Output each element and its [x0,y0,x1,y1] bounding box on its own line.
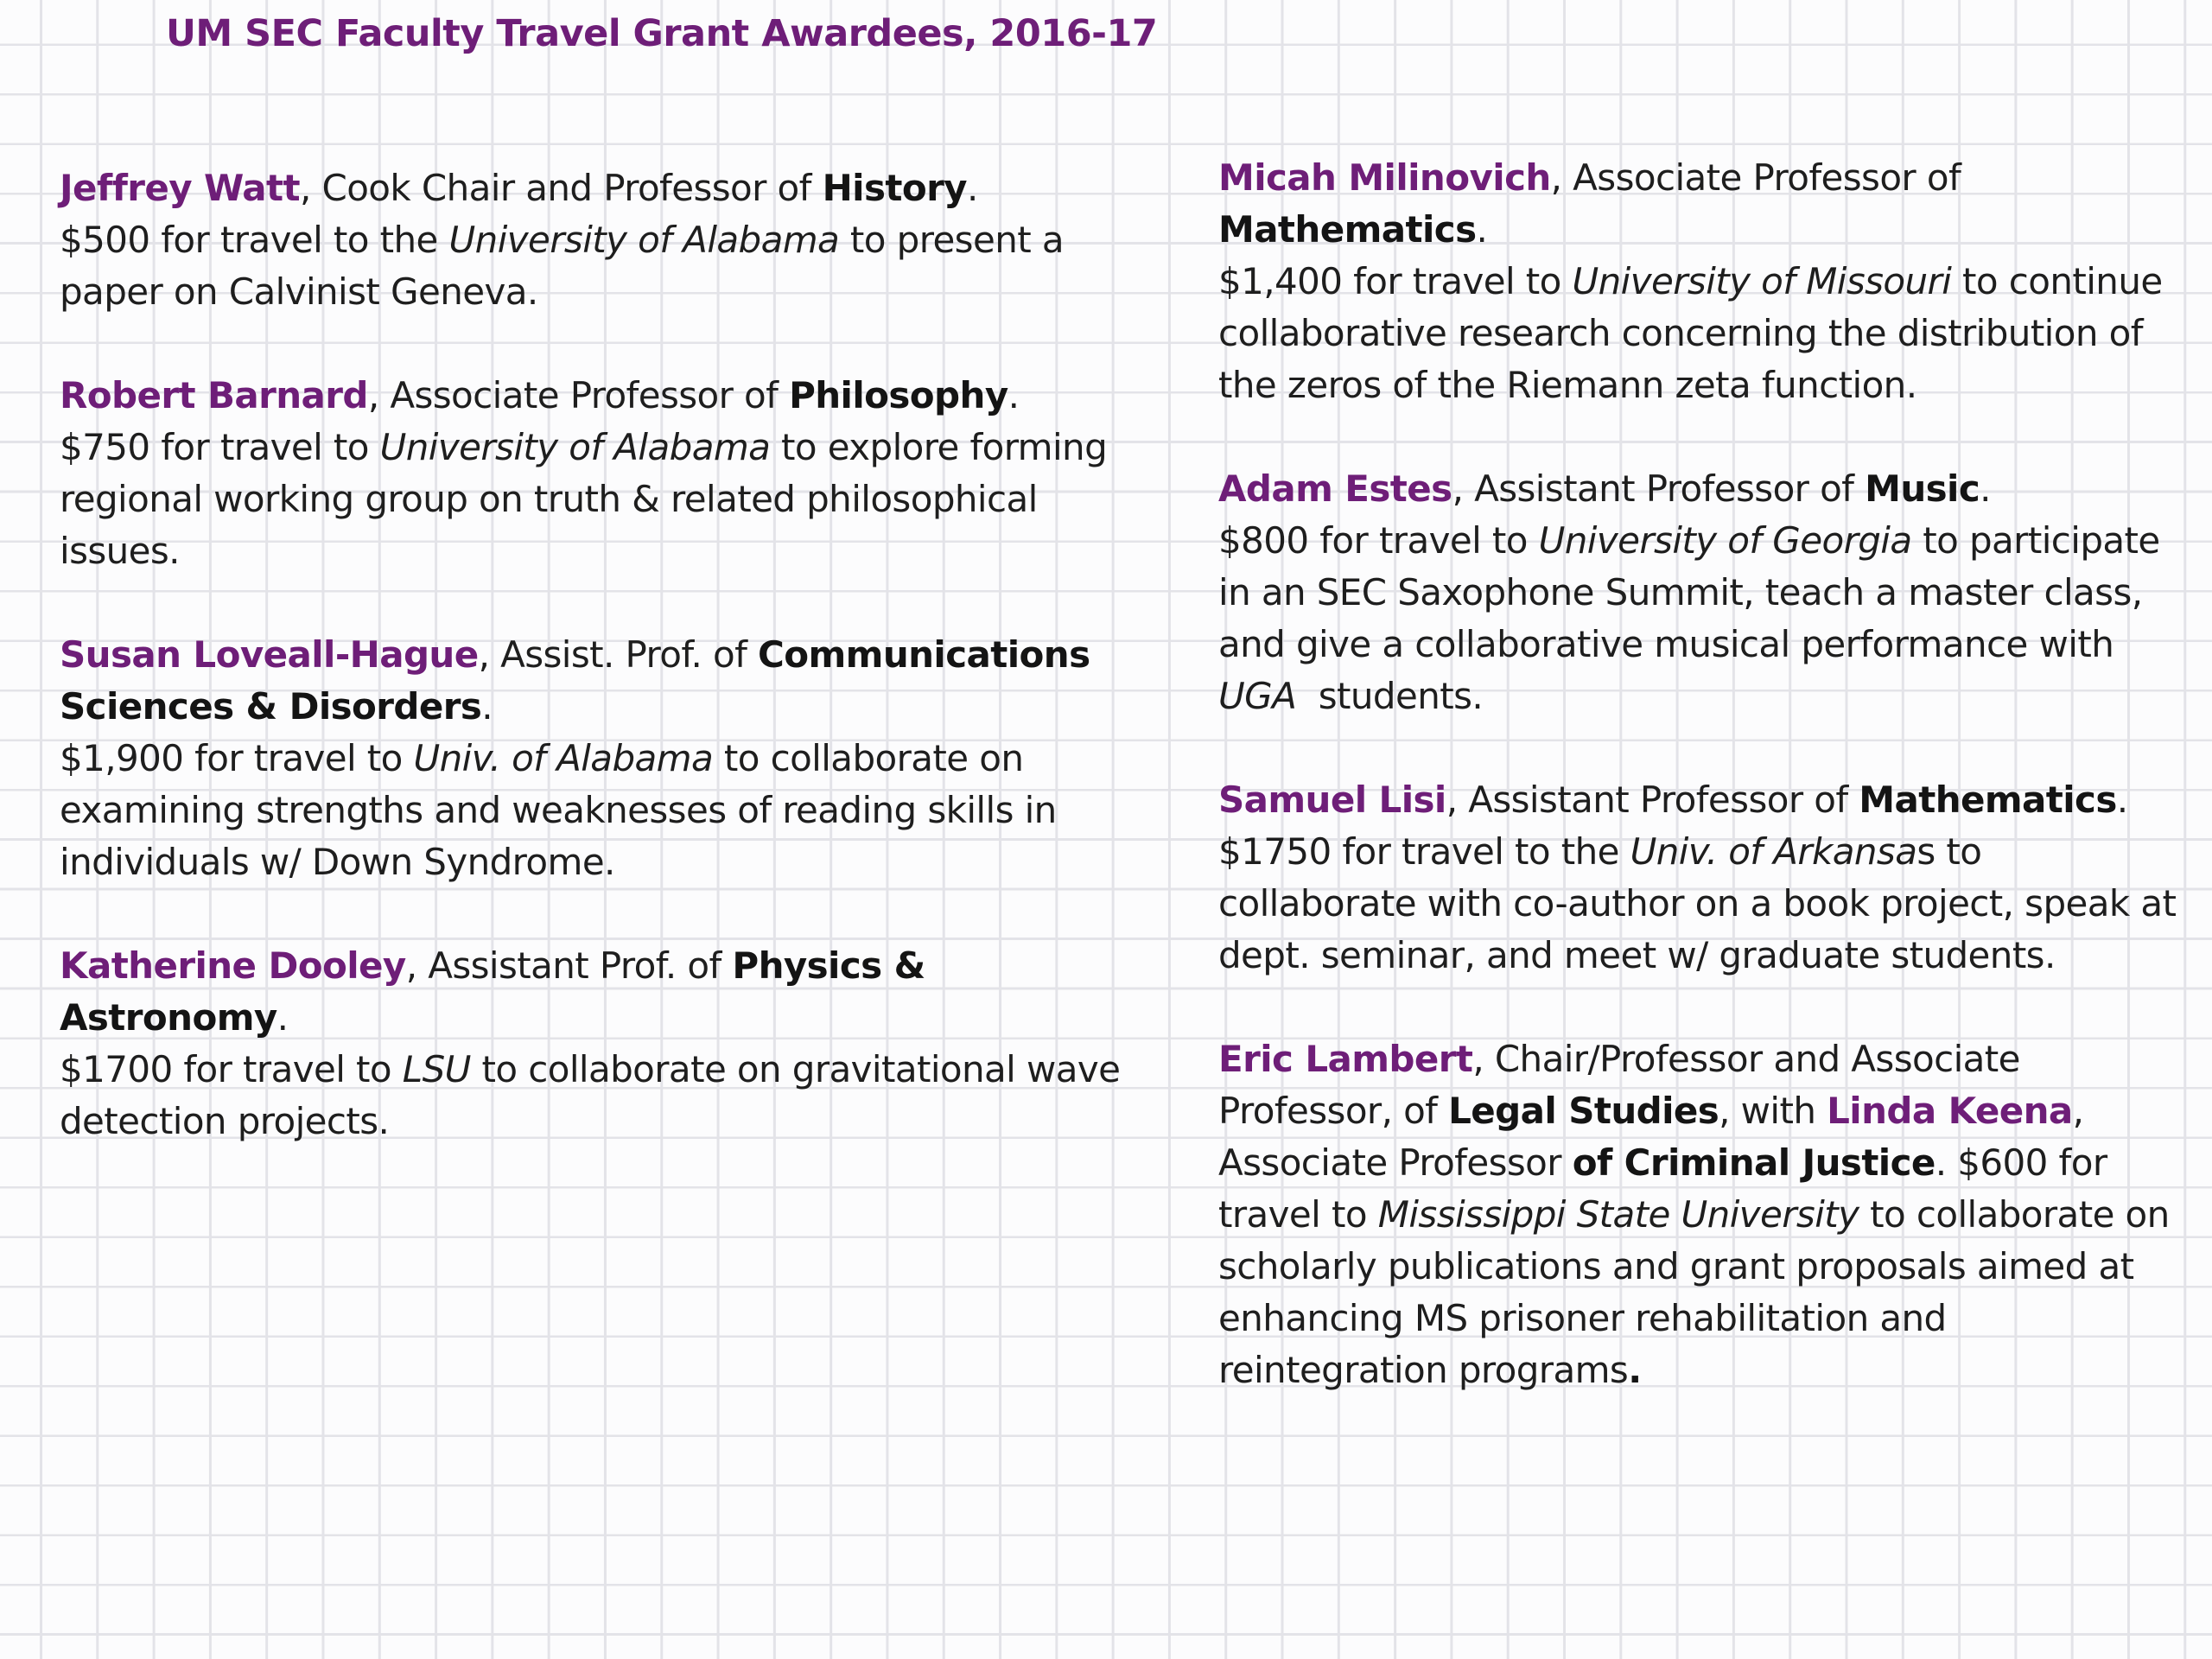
destination-institution: LSU [402,1048,471,1090]
awardee-role: , Associate Professor of [367,374,790,416]
grant-purpose: to participate in an SEC Saxophone Summit, teach a master class, and give a collaborative musical performance with [1218,519,2160,665]
role-end: . [1980,467,1991,510]
awardee-name: Jeffrey Watt [60,167,300,209]
awardee-name: Robert Barnard [60,374,368,416]
destination-institution: University of Missouri [1572,260,1952,302]
awardee-entry [1218,1033,2186,1396]
destination-institution: University of Alabama [448,219,840,261]
grant-purpose-end: students. [1296,675,1484,717]
grant-purpose: to collaborate on examining strengths and weaknesses of reading skills in individuals w/ Down Syndrome. [60,737,1057,883]
grant-amount: $750 for travel to [60,426,380,468]
grant-purpose: to continue collaborative research concerning the distribution of the zeros of the Riemann zeta function. [1218,260,2163,406]
awardee-role: , Assistant Professor of [1452,467,1866,510]
awardee-name: Eric Lambert [1218,1038,1473,1080]
grant-amount: $1750 for travel to the [1218,830,1630,873]
role-end: . [966,167,978,209]
co-awardee-role: , Associate Professor [1218,1090,2084,1184]
grant-amount: $500 for travel to the [60,219,449,261]
grant-amount: $1700 for travel to [60,1048,403,1090]
co-awardee-department: of Criminal Justice [1572,1141,1936,1184]
awardee-role: , Assist. Prof. of [478,633,759,676]
destination-institution-abbrev: UGA [1218,675,1297,717]
awardee-entry [60,370,1131,577]
department: Music [1865,467,1980,510]
destination-institution: University of Alabama [379,426,771,468]
role-connector: , with [1719,1090,1827,1132]
grant-purpose: to present a paper on Calvinist Geneva. [60,219,1064,313]
awardee-role: , Assistant Prof. of [405,944,733,987]
awardee-entry [60,629,1131,888]
awardee-entry [1218,152,2186,411]
left-column [60,162,1131,1199]
grant-purpose: to explore forming regional working group on truth & related philosophical issues. [60,426,1108,572]
awardee-entry [60,940,1131,1147]
role-end: . [1476,208,1488,251]
awardee-name: Susan Loveall-Hague [60,633,479,676]
awardee-name: Micah Milinovich [1218,156,1551,199]
grant-amount: $1,900 for travel to [60,737,414,779]
role-end: . [276,996,289,1039]
destination-institution: Univ. of Arkansa [1630,830,1917,873]
department: Legal Studies [1448,1090,1719,1132]
awardee-role: , Cook Chair and Professor of [299,167,823,209]
grant-amount: $600 for travel to [1218,1141,2107,1236]
awardee-entry [60,162,1131,318]
co-awardee-name: Linda Keena [1827,1090,2073,1132]
department: Physics & Astronomy [60,944,925,1039]
grant-purpose: to collaborate on gravitational wave detection projects. [60,1048,1121,1142]
department: Mathematics [1218,208,1477,251]
department: History [822,167,967,209]
awardee-name: Samuel Lisi [1218,779,1446,821]
grant-amount: $1,400 for travel to [1218,260,1573,302]
awardee-name: Katherine Dooley [60,944,406,987]
page-title: UM SEC Faculty Travel Grant Awardees, 2016-17 [166,12,1158,55]
destination-institution: University of Georgia [1538,519,1912,562]
role-end: . [1007,374,1020,416]
role-end: . [481,685,493,728]
department: Philosophy [789,374,1008,416]
role-end: . [2116,779,2128,821]
role-end: . [1935,1141,1947,1184]
grant-purpose: s to collaborate with co-author on a book project, speak at dept. seminar, and meet w/ graduate students. [1218,830,2177,976]
right-column [1218,152,2186,1448]
awardee-role: , Assistant Professor of [1446,779,1859,821]
destination-institution: Mississippi State University [1377,1193,1859,1236]
department: Mathematics [1859,779,2117,821]
awardee-entry [1218,774,2186,982]
awardee-role: , Associate Professor of [1550,156,1961,199]
department: Communications Sciences & Disorders [60,633,1090,728]
grant-purpose: to collaborate on scholarly publications and grant proposals aimed at enhancing MS prisoner rehabilitation and reintegration programs [1218,1193,2170,1391]
awardee-role: , Chair/Professor and Associate Professor, of [1218,1038,2020,1132]
destination-institution: Univ. of Alabama [413,737,714,779]
grant-amount: $800 for travel to [1218,519,1539,562]
final-period: . [1628,1349,1642,1391]
awardee-entry [1218,463,2186,722]
awardee-name: Adam Estes [1218,467,1452,510]
